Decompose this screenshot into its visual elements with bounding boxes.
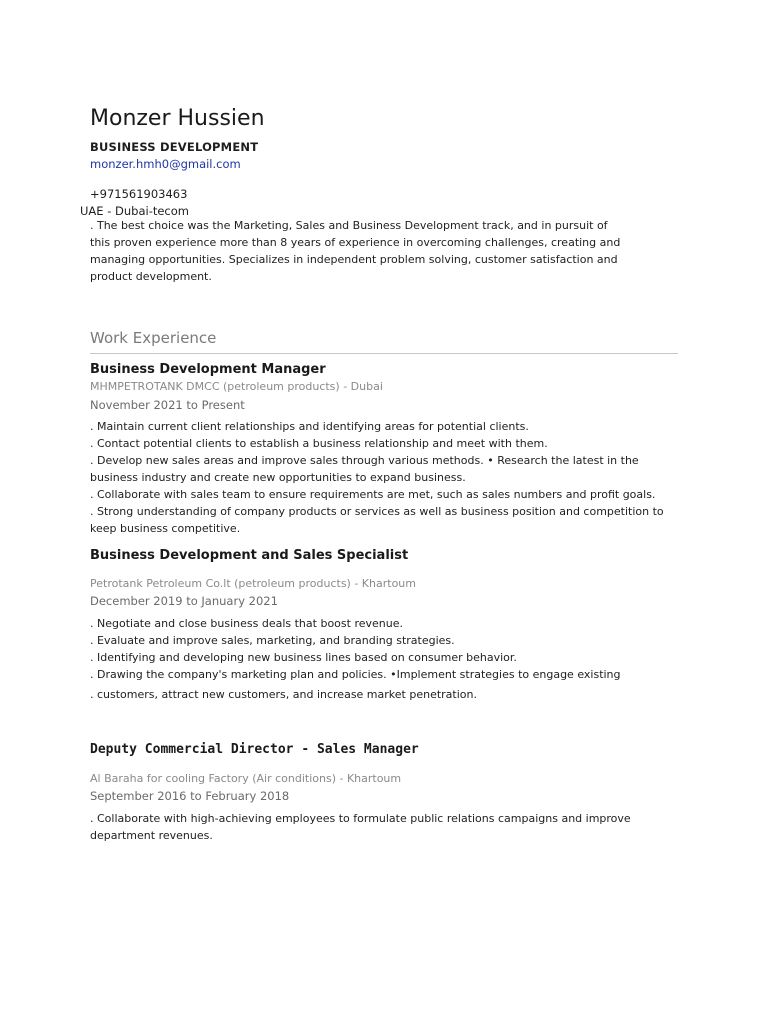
duty-item: . Develop new sales areas and improve sales through various methods. • Research the latest in the business industry and create new opportunities to expand business. bbox=[90, 454, 639, 484]
job-duties bbox=[90, 615, 680, 703]
job-title: Deputy Commercial Director - Sales Manager bbox=[90, 742, 419, 757]
job-company: MHMPETROTANK DMCC (petroleum products) - Dubai bbox=[90, 380, 383, 393]
duty-item: . Collaborate with high-achieving employees to formulate public relations campaigns and improve department revenues. bbox=[90, 812, 631, 842]
section-divider bbox=[90, 353, 678, 354]
duty-item: . Collaborate with sales team to ensure requirements are met, such as sales numbers and profit goals. bbox=[90, 488, 656, 501]
email-link[interactable]: monzer.hmh0@gmail.com bbox=[90, 157, 241, 171]
summary-line: managing opportunities. Specializes in independent problem solving, customer satisfaction and bbox=[90, 253, 618, 266]
duty-item: . Drawing the company's marketing plan and policies. •Implement strategies to engage existing bbox=[90, 668, 621, 681]
job-title: Business Development Manager bbox=[90, 362, 326, 377]
summary-line: . The best choice was the Marketing, Sales and Business Development track, and in pursuit of bbox=[90, 219, 608, 232]
duty-item: . Maintain current client relationships and identifying areas for potential clients. bbox=[90, 420, 529, 433]
summary bbox=[90, 217, 650, 285]
duty-item: . Contact potential clients to establish a business relationship and meet with them. bbox=[90, 437, 548, 450]
job-company: Petrotank Petroleum Co.lt (petroleum products) - Khartoum bbox=[90, 577, 416, 590]
section-title-work-experience: Work Experience bbox=[90, 329, 217, 347]
job-dates: November 2021 to Present bbox=[90, 398, 245, 412]
job-title: Business Development and Sales Specialist bbox=[90, 548, 409, 563]
phone-number: +971561903463 bbox=[90, 187, 188, 201]
resume-name: Monzer Hussien bbox=[90, 106, 265, 131]
job-duties bbox=[90, 418, 680, 537]
duty-item: . Identifying and developing new business lines based on consumer behavior. bbox=[90, 651, 517, 664]
summary-line: this proven experience more than 8 years of experience in overcoming challenges, creating and bbox=[90, 236, 621, 249]
location: UAE - Dubai-tecom bbox=[80, 204, 189, 218]
job-dates: September 2016 to February 2018 bbox=[90, 789, 290, 803]
job-duties bbox=[90, 810, 680, 844]
summary-line: product development. bbox=[90, 270, 212, 283]
job-company: Al Baraha for cooling Factory (Air conditions) - Khartoum bbox=[90, 772, 402, 785]
resume-subtitle: BUSINESS DEVELOPMENT bbox=[90, 140, 259, 154]
job-dates: December 2019 to January 2021 bbox=[90, 594, 278, 608]
duty-item: . Strong understanding of company products or services as well as business position and competition to keep business competitive. bbox=[90, 505, 664, 535]
duty-item: . customers, attract new customers, and increase market penetration. bbox=[90, 688, 477, 701]
duty-item: . Negotiate and close business deals that boost revenue. bbox=[90, 617, 403, 630]
duty-item: . Evaluate and improve sales, marketing, and branding strategies. bbox=[90, 634, 455, 647]
